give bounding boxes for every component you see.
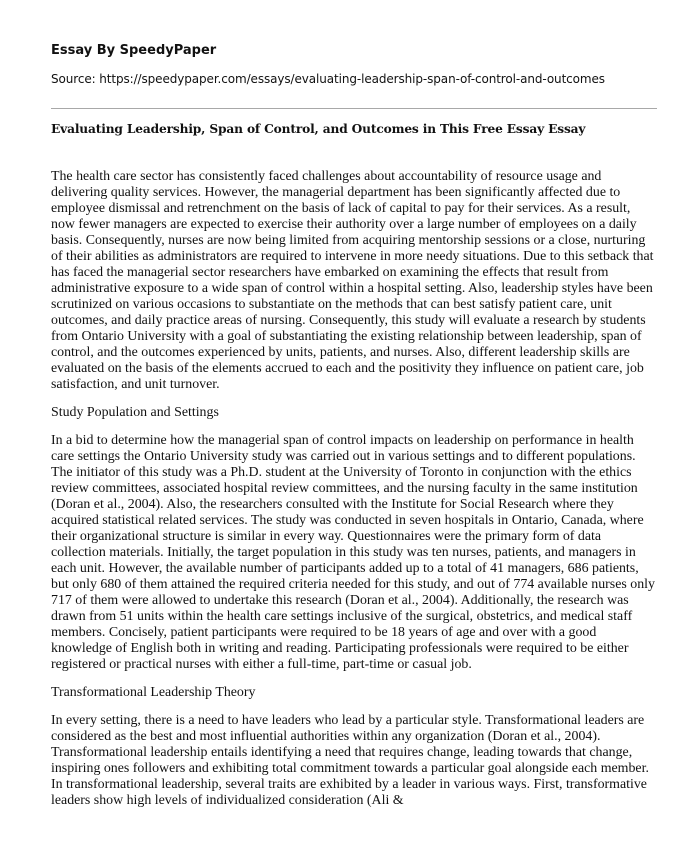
essay-body: [51, 169, 657, 821]
essay-title: Evaluating Leadership, Span of Control, and Outcomes in This Free Essay Essay: [51, 122, 586, 136]
source-label: Source:: [51, 72, 96, 86]
source-link[interactable]: https://speedypaper.com/essays/evaluating-leadership-span-of-control-and-outcomes: [99, 72, 605, 86]
essay-paragraph: In a bid to determine how the managerial span of control impacts on leadership on performance in health care settings the Ontario University study was carried out in various settings and to different populations. The initiator of this study was a Ph.D. student at the University of Toronto in conjunction with the ethics review committees, associated hospital review committees, and the nursing faculty in the same institution (Doran et al., 2004). Also, the researchers consulted with the Institute for Social Research where they acquired statistical related services. The study was conducted in seven hospitals in Ontario, Canada, where their organizational structure is similar in every way. Questionnaires were the primary form of data collection materials. Initially, the target population in this study was ten nurses, patients, and managers in each unit. However, the available number of participants added up to a total of 41 managers, 686 patients, but only 680 of them attained the required criteria needed for this study, and out of 774 available nurses only 717 of them were allowed to undertake this research (Doran et al., 2004). Additionally, the research was drawn from 51 units within the health care settings inclusive of the surgical, obstetrics, and medical staff members. Concisely, patient participants were required to be 18 years of age and over with a good knowledge of English both in writing and reading. Participating professionals were required to be either registered or practical nurses with either a full-time, part-time or casual job.: [51, 433, 655, 672]
essay-paragraph: In every setting, there is a need to have leaders who lead by a particular style. Transformational leaders are considered as the best and most influential authorities within any organization (Doran et al., 2004). Transformational leadership entails identifying a need that requires change, leading towards that change, inspiring ones followers and exhibiting total commitment towards a particular goal alongside each member. In transformational leadership, several traits are exhibited by a leader in various ways. First, transformative leaders show high levels of individualized consideration (Ali &: [51, 713, 649, 808]
source-line: [51, 72, 605, 86]
section-heading: Transformational Leadership Theory: [51, 685, 256, 700]
section-heading: Study Population and Settings: [51, 405, 219, 420]
header-divider: [51, 108, 657, 109]
site-title: Essay By SpeedyPaper: [51, 43, 217, 58]
essay-paragraph: The health care sector has consistently faced challenges about accountability of resource usage and delivering quality services. However, the managerial department has been significantly affected due to employee dismissal and retrenchment on the basis of lack of capital to pay for their services. As a result, now fewer managers are expected to exercise their authority over a large number of employees on a daily basis. Consequently, nurses are now being limited from acquiring mentorship sessions or a close, nurturing of their abilities as administrators are required to intervene in more needy situations. Due to this setback that has faced the managerial sector researchers have embarked on examining the effects that result from administrative exposure to a wide span of control within a hospital setting. Also, leadership styles have been scrutinized on various occasions to substantiate on the methods that can best satisfy patient care, unit outcomes, and daily practice areas of nursing. Consequently, this study will evaluate a research by students from Ontario University with a goal of substantiating the existing relationship between leadership, span of control, and the outcomes experienced by units, patients, and nurses. Also, different leadership skills are evaluated on the basis of the elements accrued to each and the positivity they influence on patient care, job satisfaction, and unit turnover.: [51, 169, 654, 392]
